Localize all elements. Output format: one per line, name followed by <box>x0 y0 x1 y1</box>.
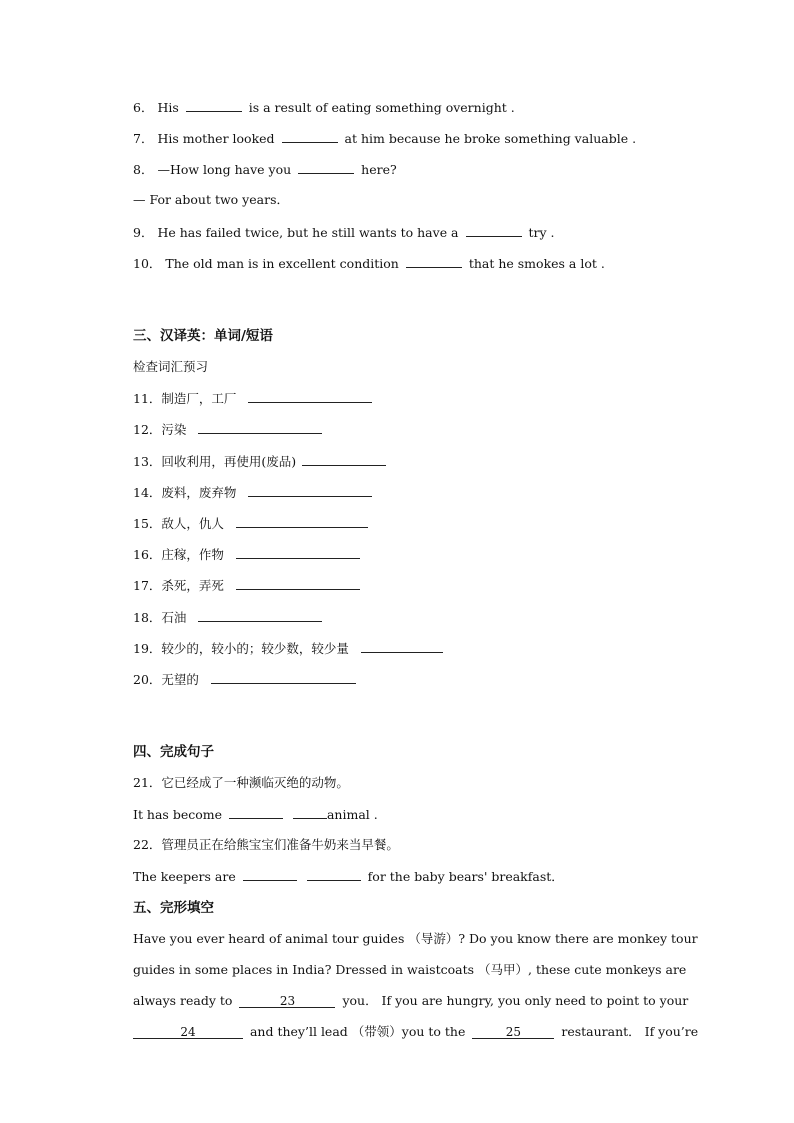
question-6 <box>133 99 515 116</box>
question-number: 8． <box>133 162 154 177</box>
cloze-blank-24[interactable] <box>133 1026 243 1039</box>
question-text: 管理员正在给熊宝宝们准备牛奶来当早餐。 <box>161 837 399 852</box>
question-number: 12． <box>133 422 162 437</box>
question-21-chinese <box>133 775 349 791</box>
cloze-blank-23[interactable] <box>239 995 335 1008</box>
question-number: 20． <box>133 672 162 687</box>
vocab-item-19 <box>133 640 446 657</box>
question-text: here? <box>361 162 397 177</box>
vocab-item-12 <box>133 421 325 438</box>
question-number: 6． <box>133 100 154 115</box>
question-text: He has failed twice, but he still wants to have a <box>157 225 459 240</box>
question-number: 14． <box>133 485 162 500</box>
question-text: 敌人，仇人 <box>161 516 224 531</box>
question-text: 较少的，较小的；较少数，较少量 <box>161 641 349 656</box>
question-text: 回收利用，再使用(废品) <box>161 454 297 469</box>
question-text: 它已经成了一种濒临灭绝的动物。 <box>161 775 349 790</box>
question-number: 16． <box>133 547 162 562</box>
question-number: 10． <box>133 256 162 271</box>
blank-number: 24 <box>180 1025 196 1039</box>
vocab-item-18 <box>133 609 325 626</box>
answer-blank[interactable] <box>236 515 368 528</box>
answer-blank[interactable] <box>186 99 242 112</box>
answer-blank[interactable] <box>406 255 462 268</box>
answer-blank[interactable] <box>243 868 297 881</box>
question-text: restaurant． If you’re <box>561 1024 699 1039</box>
question-number: 7． <box>133 131 154 146</box>
question-text: is a result of eating something overnight . <box>248 100 515 115</box>
question-number: 22． <box>133 837 162 852</box>
answer-blank[interactable] <box>248 484 372 497</box>
answer-blank[interactable] <box>198 609 322 622</box>
question-number: 9． <box>133 225 154 240</box>
answer-blank[interactable] <box>361 640 443 653</box>
answer-blank[interactable] <box>198 421 322 434</box>
answer-blank[interactable] <box>298 161 354 174</box>
question-22-chinese <box>133 837 399 853</box>
question-number: 13． <box>133 454 162 469</box>
answer-blank[interactable] <box>466 224 522 237</box>
question-text: 制造厂，工厂 <box>161 391 237 406</box>
section-5-heading: 五、完形填空 <box>133 900 214 916</box>
answer-blank[interactable] <box>236 546 360 559</box>
question-text: —How long have you <box>157 162 292 177</box>
question-text: The old man is in excellent condition <box>165 256 399 271</box>
answer-blank[interactable] <box>211 671 356 684</box>
question-number: 17． <box>133 578 162 593</box>
answer-blank[interactable] <box>307 868 361 881</box>
question-text: 杀死，弄死 <box>161 578 224 593</box>
question-text: The keepers are <box>133 869 236 884</box>
question-number: 21． <box>133 775 162 790</box>
answer-blank[interactable] <box>302 453 386 466</box>
question-text: animal . <box>326 807 378 822</box>
question-text: try . <box>528 225 555 240</box>
question-8 <box>133 161 397 178</box>
question-text: 废料，废弃物 <box>161 485 237 500</box>
cloze-line-1: Have you ever heard of animal tour guides （导游）? Do you know there are monkey tour <box>133 931 698 946</box>
question-text: It has become <box>133 807 223 822</box>
question-22-english <box>133 868 564 885</box>
cloze-blank-25[interactable] <box>472 1026 554 1039</box>
question-text: at him because he broke something valuable . <box>344 131 637 146</box>
question-number: 19． <box>133 641 162 656</box>
question-text: — For about two years． <box>133 192 289 207</box>
cloze-line-3 <box>133 993 688 1009</box>
question-text: always ready to <box>133 993 233 1008</box>
question-text: 无望的 <box>161 672 199 687</box>
question-text: for the baby bears' breakfast． <box>367 869 564 884</box>
answer-blank[interactable] <box>293 806 327 819</box>
cloze-line-2: guides in some places in India? Dressed in waistcoats （马甲）, these cute monkeys are <box>133 962 687 977</box>
question-text: 庄稼，作物 <box>161 547 224 562</box>
question-number: 15． <box>133 516 162 531</box>
question-text: and they’ll lead （带领）you to the <box>249 1024 466 1039</box>
question-8-reply <box>133 192 289 208</box>
cloze-line-4 <box>133 1024 698 1040</box>
answer-blank[interactable] <box>282 130 338 143</box>
vocab-item-17 <box>133 577 363 594</box>
answer-blank[interactable] <box>236 577 360 590</box>
vocab-item-16 <box>133 546 363 563</box>
question-7 <box>133 130 636 147</box>
answer-blank[interactable] <box>248 390 372 403</box>
vocab-item-14 <box>133 484 375 501</box>
vocab-item-20 <box>133 671 359 688</box>
question-text: His mother looked <box>157 131 275 146</box>
blank-number: 25 <box>505 1025 521 1039</box>
section-4-heading: 四、完成句子 <box>133 744 214 760</box>
answer-blank[interactable] <box>229 806 283 819</box>
question-9 <box>133 224 555 241</box>
question-number: 11． <box>133 391 162 406</box>
question-text: 污染 <box>161 422 187 437</box>
blank-number: 23 <box>279 994 296 1008</box>
section-3-subheading: 检查词汇预习 <box>133 359 209 374</box>
question-text: His <box>157 100 179 115</box>
vocab-item-15 <box>133 515 371 532</box>
question-10 <box>133 255 605 272</box>
question-text: you． If you are hungry, you only need to point to your <box>342 993 689 1008</box>
question-text: 石油 <box>161 610 187 625</box>
vocab-item-11 <box>133 390 375 407</box>
vocab-item-13 <box>133 453 389 470</box>
question-text: that he smokes a lot . <box>468 256 605 271</box>
section-3-heading: 三、汉译英：单词/短语 <box>133 328 273 344</box>
question-21-english <box>133 806 378 823</box>
question-number: 18． <box>133 610 162 625</box>
